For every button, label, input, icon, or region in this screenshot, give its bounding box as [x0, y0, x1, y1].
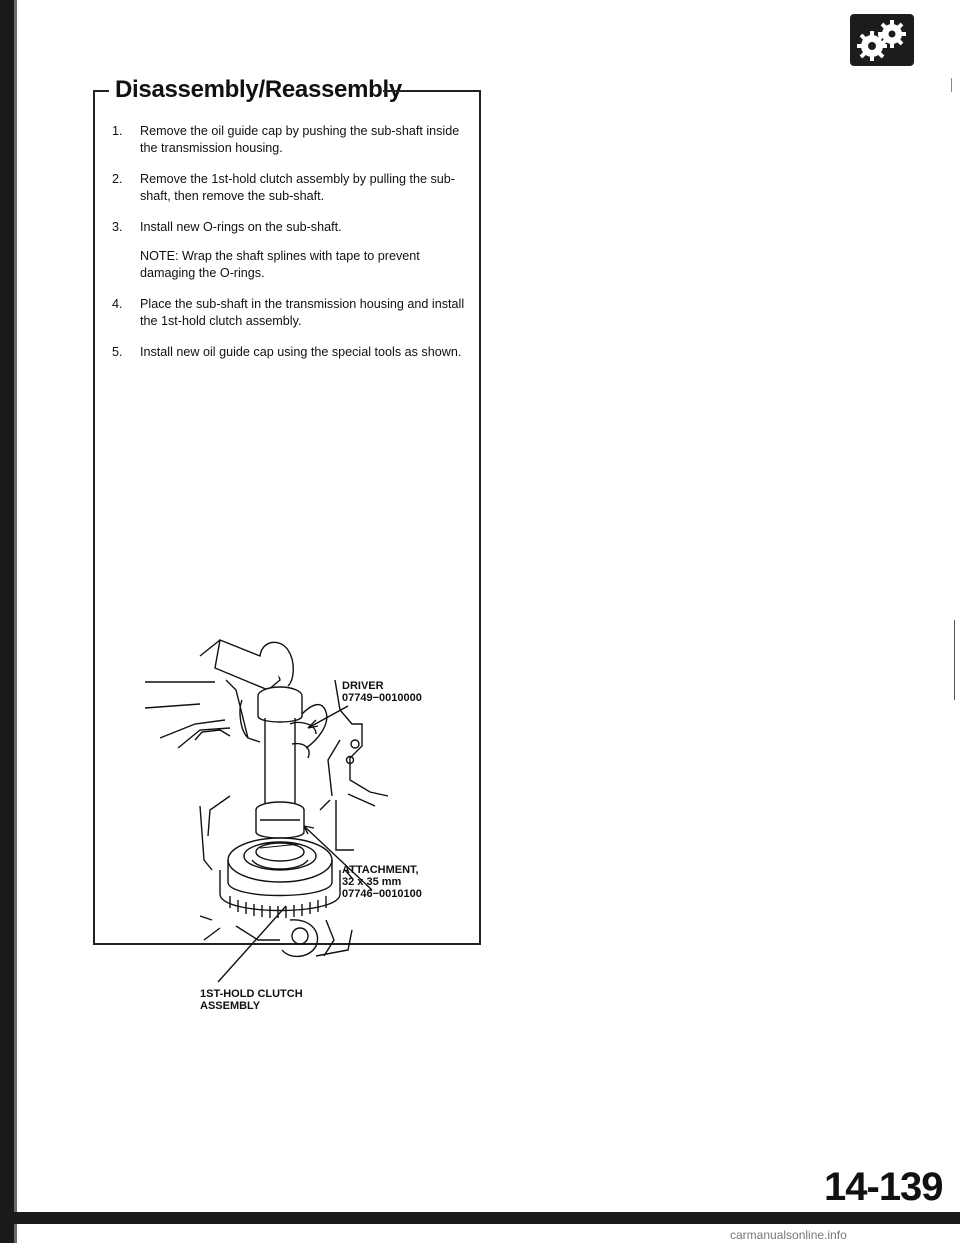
step-3 [112, 219, 467, 282]
clutch-label-line1: 1ST-HOLD CLUTCH [200, 988, 303, 1000]
watermark: carmanualsonline.info [730, 1228, 847, 1242]
tool-illustration [140, 620, 480, 1020]
binding-strip [0, 0, 14, 1243]
footer-bar [0, 1212, 960, 1224]
driver-callout [342, 680, 422, 704]
driver-part-number: 07749−0010000 [342, 692, 422, 704]
attachment-size: 32 x 35 mm [342, 876, 402, 888]
attachment-part-number: 07746−0010100 [342, 888, 422, 900]
step-number: 3. [112, 220, 123, 234]
step-text: Install new oil guide cap using the special tools as shown. [140, 345, 462, 359]
step-number: 5. [112, 345, 123, 359]
clutch-label-line2: ASSEMBLY [200, 1000, 261, 1012]
step-2 [112, 171, 467, 205]
section-title: Disassembly/Reassembly [115, 76, 402, 103]
edge-mark [951, 78, 958, 92]
driver-label: DRIVER [342, 680, 384, 692]
step-4 [112, 296, 467, 330]
clutch-callout [200, 988, 303, 1012]
step-5 [112, 344, 467, 361]
page-number: 14-139 [824, 1165, 943, 1209]
gears-icon [850, 14, 914, 66]
step-1 [112, 123, 467, 157]
binding-strip-edge [14, 0, 17, 1243]
step-text: Install new O-rings on the sub-shaft. [140, 220, 342, 234]
step-text: Place the sub-shaft in the transmission housing and install the 1st-hold clutch assembly. [140, 297, 465, 328]
step-number: 2. [112, 172, 123, 186]
step-text: Remove the 1st-hold clutch assembly by pulling the sub-shaft, then remove the sub-shaft. [140, 172, 456, 203]
attachment-callout [342, 864, 422, 900]
edge-line [954, 620, 955, 700]
attachment-label: ATTACHMENT, [342, 864, 419, 876]
step-number: 4. [112, 297, 123, 311]
step-number: 1. [112, 124, 123, 138]
step-note: NOTE: Wrap the shaft splines with tape to prevent damaging the O-rings. [140, 249, 420, 280]
procedure-steps [112, 123, 467, 375]
step-text: Remove the oil guide cap by pushing the sub-shaft inside the transmission housing. [140, 124, 460, 155]
